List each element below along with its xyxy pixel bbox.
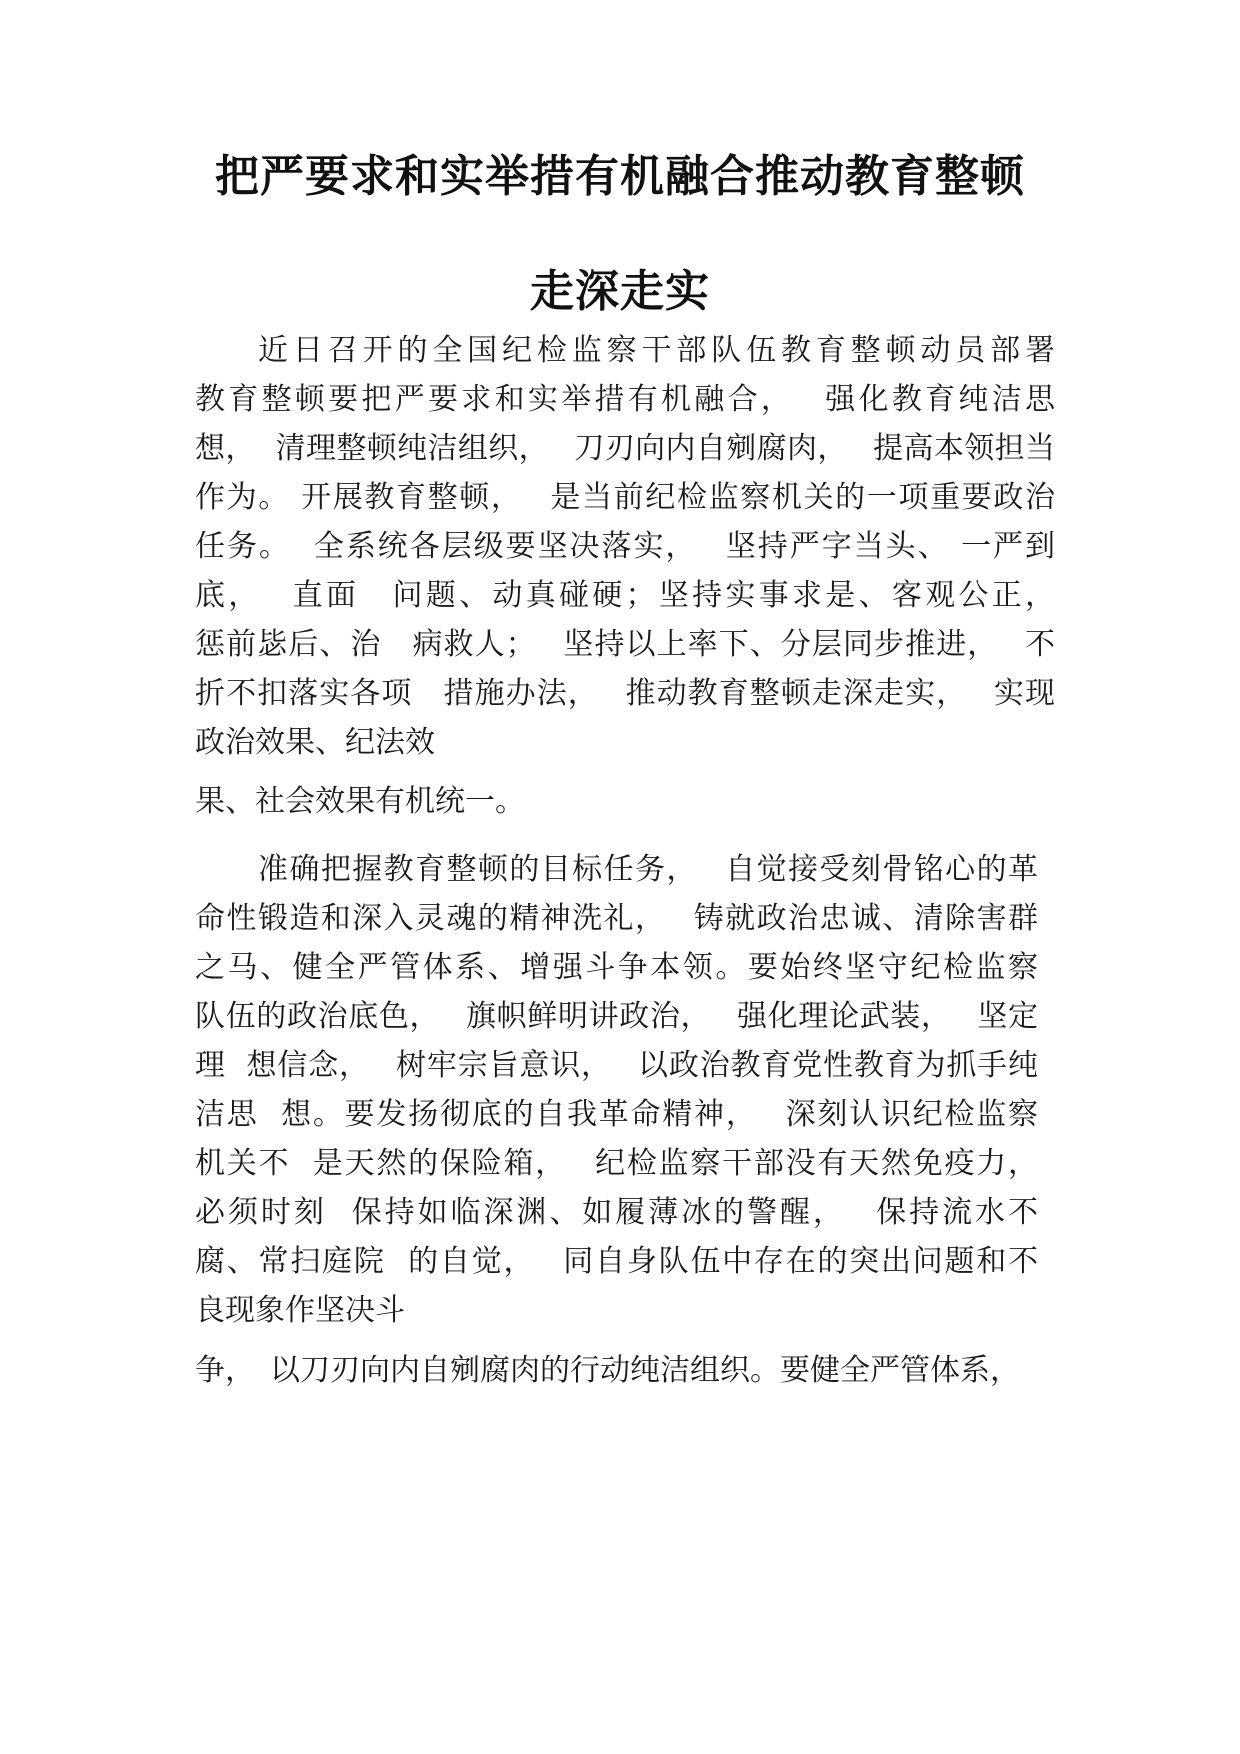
body-text-line: 果、社会效果有机统一。 <box>195 784 525 819</box>
body-text-line: 政治效果、纪法效 <box>195 725 435 760</box>
body-text-line: 良现象作坚决斗 <box>195 1293 405 1328</box>
body-text-line: 底， 直面 问题、动真碰硬；坚持实事求是、客观公正， <box>195 578 1055 613</box>
body-text-line: 折不扣落实各项 措施办法， 推动教育整顿走深走实， 实现 <box>195 676 1055 711</box>
body-text-line: 作为。 开展教育整顿， 是当前纪检监察机关的一项重要政治 <box>195 480 1055 515</box>
body-text-line: 惩前毖后、治 病救人； 坚持以上率下、分层同步推进， 不 <box>195 627 1055 662</box>
body-text-line: 想， 清理整顿纯洁组织， 刀刃向内自剜腐肉， 提高本领担当 <box>195 431 1055 466</box>
body-text-line: 之马、健全严管体系、增强斗争本领。要始终坚守纪检监察 <box>195 950 1038 985</box>
body-text-line: 命性锻造和深入灵魂的精神洗礼， 铸就政治忠诚、清除害群 <box>195 901 1038 936</box>
body-text-line: 理 想信念， 树牢宗旨意识， 以政治教育党性教育为抓手纯 <box>195 1048 1038 1083</box>
body-text-line: 近日召开的全国纪检监察干部队伍教育整顿动员部署 <box>258 333 1055 368</box>
body-text-line: 队伍的政治底色， 旗帜鲜明讲政治， 强化理论武装， 坚定 <box>195 999 1038 1034</box>
body-text-line: 必须时刻 保持如临深渊、如履薄冰的警醒， 保持流水不 <box>195 1195 1038 1230</box>
document-title-line-2: 走深走实 <box>530 266 710 317</box>
body-text-line: 机关不 是天然的保险箱， 纪检监察干部没有天然免疫力， <box>195 1146 1038 1181</box>
body-text-line: 准确把握教育整顿的目标任务， 自觉接受刻骨铭心的革 <box>258 852 1038 887</box>
body-text-line: 教育整顿要把严要求和实举措有机融合， 强化教育纯洁思 <box>195 382 1055 417</box>
body-text-line: 腐、常扫庭院 的自觉， 同自身队伍中存在的突出问题和不 <box>195 1244 1038 1279</box>
document-title-line-1: 把严要求和实举措有机融合推动教育整顿 <box>215 151 1025 202</box>
body-text-line: 洁思 想。要发扬彻底的自我革命精神， 深刻认识纪检监察 <box>195 1097 1038 1132</box>
body-text-line: 任务。 全系统各层级要坚决落实， 坚持严字当头、 一严到 <box>195 529 1055 564</box>
body-text-line: 争， 以刀刃向内自剜腐肉的行动纯洁组织。要健全严管体系， <box>195 1353 1020 1388</box>
